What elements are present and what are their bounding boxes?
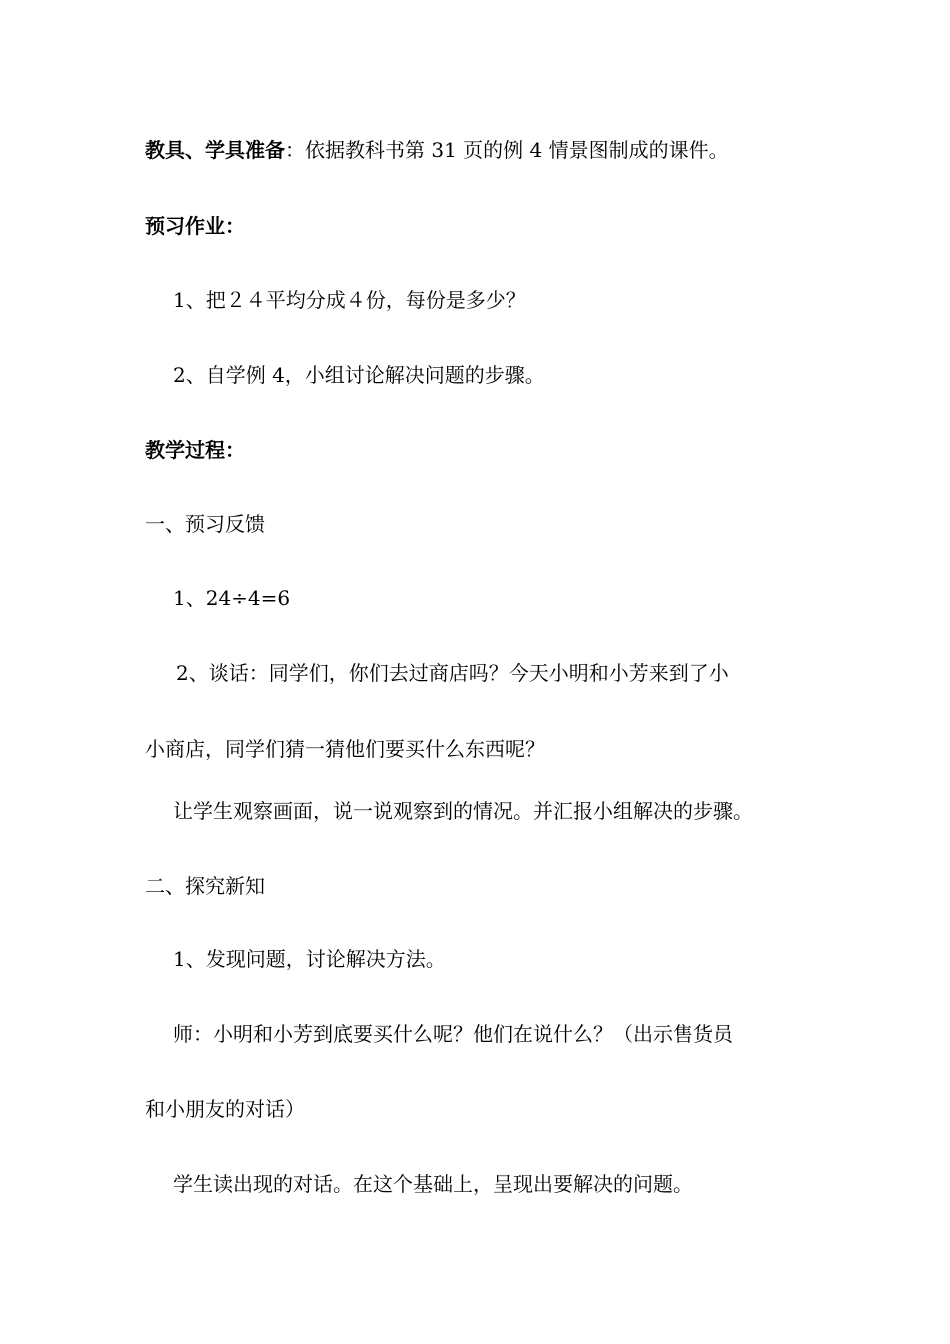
section-1-title: 一、预习反馈 — [145, 512, 265, 536]
prep-text: 依据教科书第 31 页的例 4 情景图制成的课件。 — [305, 138, 729, 162]
homework-heading: 预习作业： — [145, 214, 245, 238]
section-1-item-2-line-2: 小商店，同学们猜一猜他们要买什么东西呢？ — [145, 737, 545, 761]
section-1-item-1: 1、24÷4=6 — [173, 586, 291, 610]
process-heading: 教学过程： — [145, 438, 245, 462]
section-2-item-1: 1、发现问题，讨论解决方法。 — [173, 947, 446, 971]
section-2-title: 二、探究新知 — [145, 874, 265, 898]
teacher-line-1: 师：小明和小芳到底要买什么呢？他们在说什么？（出示售货员 — [173, 1022, 733, 1046]
prep-label: 教具、学具准备 — [145, 138, 285, 162]
teacher-line-2: 和小朋友的对话） — [145, 1097, 305, 1121]
prep-line — [145, 137, 729, 163]
homework-item-2: 2、自学例 4，小组讨论解决问题的步骤。 — [173, 363, 545, 387]
section-1-item-2-line-1: 2、谈话：同学们，你们去过商店吗？今天小明和小芳来到了小 — [176, 661, 729, 685]
student-line: 学生读出现的对话。在这个基础上，呈现出要解决的问题。 — [173, 1172, 693, 1196]
section-1-paragraph: 让学生观察画面，说一说观察到的情况。并汇报小组解决的步骤。 — [173, 799, 753, 823]
homework-item-1: 1、把２４平均分成４份，每份是多少？ — [173, 288, 526, 312]
prep-colon: ： — [285, 138, 305, 162]
